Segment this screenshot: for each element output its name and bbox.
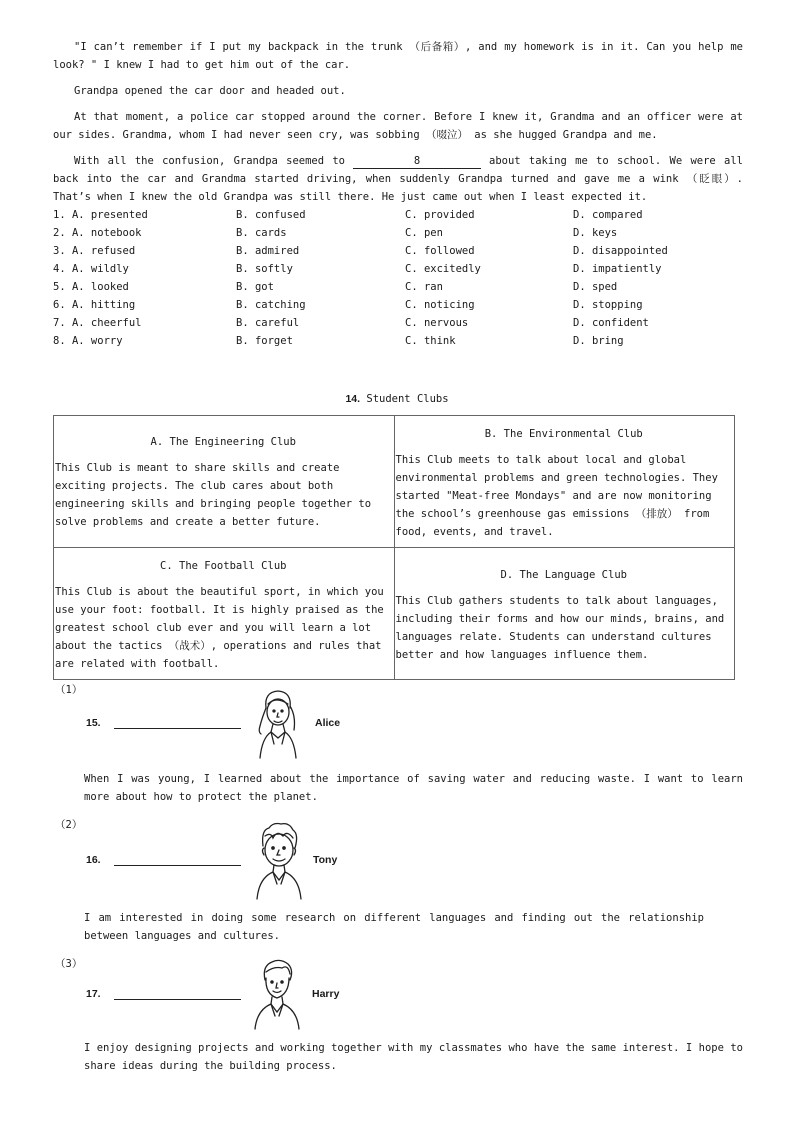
- question-label: （3）: [55, 958, 83, 970]
- club-title: D. The Language Club: [500, 569, 627, 581]
- story-paragraph-1: "I can’t remember if I put my backpack in the trunk （后备箱）, and my homework is in it. Can you help me look? " I knew I had to get him out of the car.: [53, 41, 743, 71]
- answer-line-17[interactable]: [114, 998, 241, 1000]
- person-name: Tony: [313, 854, 338, 866]
- option-row-1: 1. A. presented B. confused C. provided D. compared: [53, 209, 643, 221]
- answer-blank-8[interactable]: 8: [353, 154, 481, 169]
- option-row-7: 7. A. cheerful B. careful C. nervous D. confident: [53, 317, 649, 329]
- question-text: I enjoy designing projects and working together with my classmates who have the same interest. I hope to share ideas during the building process.: [84, 1042, 743, 1072]
- question-number: 15.: [86, 717, 101, 729]
- club-title: B. The Environmental Club: [484, 428, 643, 440]
- question-number: 17.: [86, 988, 101, 1000]
- story-paragraph-2: Grandpa opened the car door and headed out.: [74, 85, 346, 97]
- option-row-3: 3. A. refused B. admired C. followed D. disappointed: [53, 245, 668, 257]
- section-title: 14. Student Clubs: [345, 393, 449, 405]
- club-description: This Club gathers students to talk about languages, including their forms and how our minds, brains, and languages relate. Students can understand cultures better and how languages influence them.: [395, 595, 725, 661]
- club-title: C. The Football Club: [160, 560, 287, 572]
- question-label: （1）: [55, 684, 83, 696]
- option-row-8: 8. A. worry B. forget C. think D. bring: [53, 335, 624, 347]
- club-title: A. The Engineering Club: [150, 436, 296, 448]
- question-label: （2）: [55, 819, 83, 831]
- club-cell-engineering: [54, 416, 395, 548]
- answer-options: [53, 206, 743, 350]
- option-row-6: 6. A. hitting B. catching C. noticing D. stopping: [53, 299, 643, 311]
- club-description: This Club meets to talk about local and global environmental problems and green technologies. They started "Meat-free Mondays" and are now monitoring the school’s greenhouse gas emissions （排放） from food, events, and travel.: [395, 454, 718, 538]
- clubs-table: [53, 415, 735, 680]
- girl-portrait-icon: [252, 686, 304, 760]
- club-cell-language: [394, 548, 735, 680]
- boy-portrait-icon: [252, 958, 302, 1030]
- club-description: This Club is about the beautiful sport, in which you use your foot: football. It is highly praised as the greatest school club ever and you will learn a lot about the tactics （战术）, operations and rules that are related with football.: [55, 586, 384, 670]
- question-text: I am interested in doing some research on different languages and finding out the relationship between languages and cultures.: [84, 912, 704, 942]
- boy-portrait-icon: [253, 820, 305, 900]
- club-cell-environmental: [394, 416, 735, 548]
- story-paragraph-4: With all the confusion, Grandpa seemed to 8 about taking me to school. We were all back into the car and Grandma started driving, when suddenly Grandpa turned and gave me a wink （眨眼）. That’s when I knew the old Grandpa was still there. He just came out when I least expected it.: [53, 155, 743, 203]
- question-text: When I was young, I learned about the importance of saving water and reducing waste. I want to learn more about how to protect the planet.: [84, 773, 743, 803]
- answer-line-15[interactable]: [114, 727, 241, 729]
- answer-line-16[interactable]: [114, 864, 241, 866]
- club-description: This Club is meant to share skills and create exciting projects. The club cares about both engineering skills and bringing people together to solve problems and create a better future.: [55, 462, 372, 528]
- option-row-5: 5. A. looked B. got C. ran D. sped: [53, 281, 618, 293]
- person-name: Alice: [315, 717, 341, 729]
- option-row-4: 4. A. wildly B. softly C. excitedly D. impatiently: [53, 263, 662, 275]
- story-paragraph-3: At that moment, a police car stopped around the corner. Before I knew it, Grandma and an officer were at our sides. Grandma, whom I had never seen cry, was sobbing （啜泣） as she hugged Grandpa and me.: [53, 111, 743, 141]
- option-row-2: 2. A. notebook B. cards C. pen D. keys: [53, 227, 618, 239]
- club-cell-football: [54, 548, 395, 680]
- question-number: 16.: [86, 854, 101, 866]
- person-name: Harry: [312, 988, 340, 1000]
